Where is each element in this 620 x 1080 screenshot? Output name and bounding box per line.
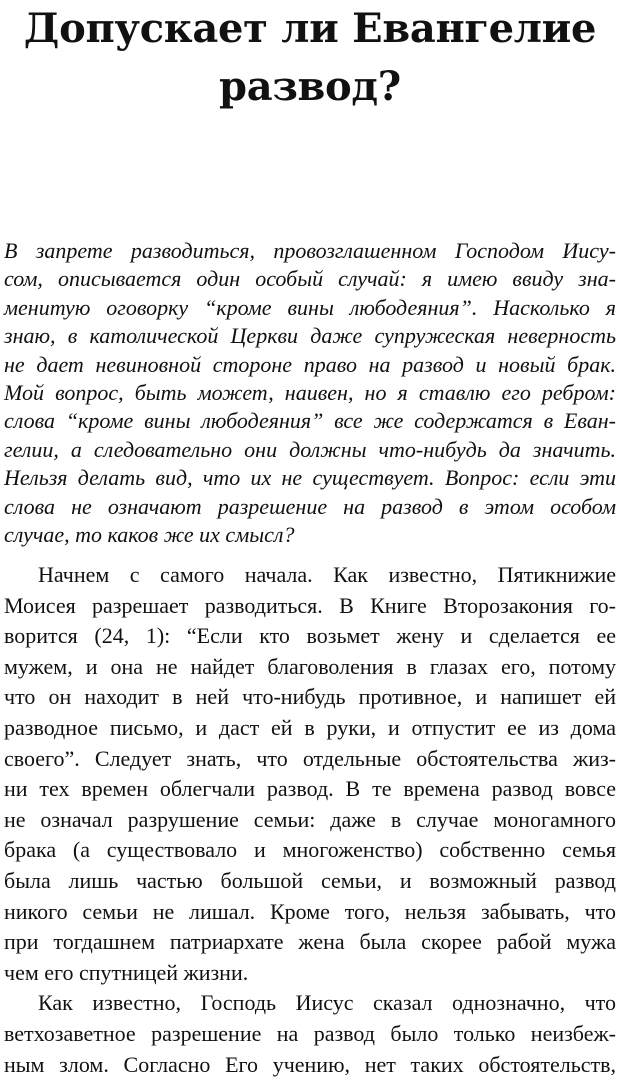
answer-text [4, 560, 616, 1080]
answer-line: разводное письмо, и даст ей в руки, и отпустит ее из дома [4, 713, 616, 744]
answer-line: Как известно, Господь Иисус сказал однозначно, что [4, 988, 616, 1019]
question-line: не дает невиновной стороне право на развод и новый брак. [4, 351, 616, 379]
question-line: сом, описывается один особый случай: я имею ввиду зна- [4, 265, 616, 293]
reader-question [4, 237, 616, 549]
answer-line: ворится (24, 1): “Если кто возьмет жену и сделается ее [4, 621, 616, 652]
question-line: слова не означают разрешение на развод в этом особом [4, 493, 616, 521]
answer-line: брака (а существовало и многоженство) собственно семья [4, 835, 616, 866]
answer-line: мужем, и она не найдет благоволения в глазах его, потому [4, 652, 616, 683]
question-line: Нельзя делать вид, что их не существует. Вопрос: если эти [4, 464, 616, 492]
answer-line: своего”. Следует знать, что отдельные обстоятельства жиз- [4, 744, 616, 775]
answer-line: ным злом. Согласно Его учению, нет таких обстоятельств, [4, 1050, 616, 1080]
chapter-title-line: развод? [0, 58, 620, 116]
answer-line: Моисея разрешает разводиться. В Книге Второзакония го- [4, 591, 616, 622]
question-line: знаю, в католической Церкви даже супружеская неверность [4, 322, 616, 350]
answer-line: никого семьи не лишал. Кроме того, нельзя забывать, что [4, 897, 616, 928]
question-line: слова “кроме вины любодеяния” все же содержатся в Еван- [4, 407, 616, 435]
question-line: гелии, а следовательно они должны что-нибудь да значить. [4, 436, 616, 464]
chapter-title [0, 0, 620, 116]
answer-line: не означал разрушение семьи: даже в случае моногамного [4, 805, 616, 836]
answer-line: что он находит в ней что-нибудь противное, и напишет ей [4, 682, 616, 713]
chapter-title-line: Допускает ли Евангелие [0, 0, 620, 58]
answer-line: при тогдашнем патриархате жена была скорее рабой мужа [4, 927, 616, 958]
answer-line: ветхозаветное разрешение на развод было только неизбеж- [4, 1019, 616, 1050]
answer-line: чем его спутницей жизни. [4, 958, 616, 989]
question-line: случае, то каков же их смысл? [4, 521, 616, 549]
answer-line: была лишь частью большой семьи, и возможный развод [4, 866, 616, 897]
answer-line: ни тех времен облегчали развод. В те времена развод вовсе [4, 774, 616, 805]
question-line: менитую оговорку “кроме вины любодеяния”. Насколько я [4, 294, 616, 322]
answer-line: Начнем с самого начала. Как известно, Пятикнижие [4, 560, 616, 591]
question-line: Мой вопрос, быть может, наивен, но я ставлю его ребром: [4, 379, 616, 407]
question-line: В запрете разводиться, провозглашенном Господом Иису- [4, 237, 616, 265]
